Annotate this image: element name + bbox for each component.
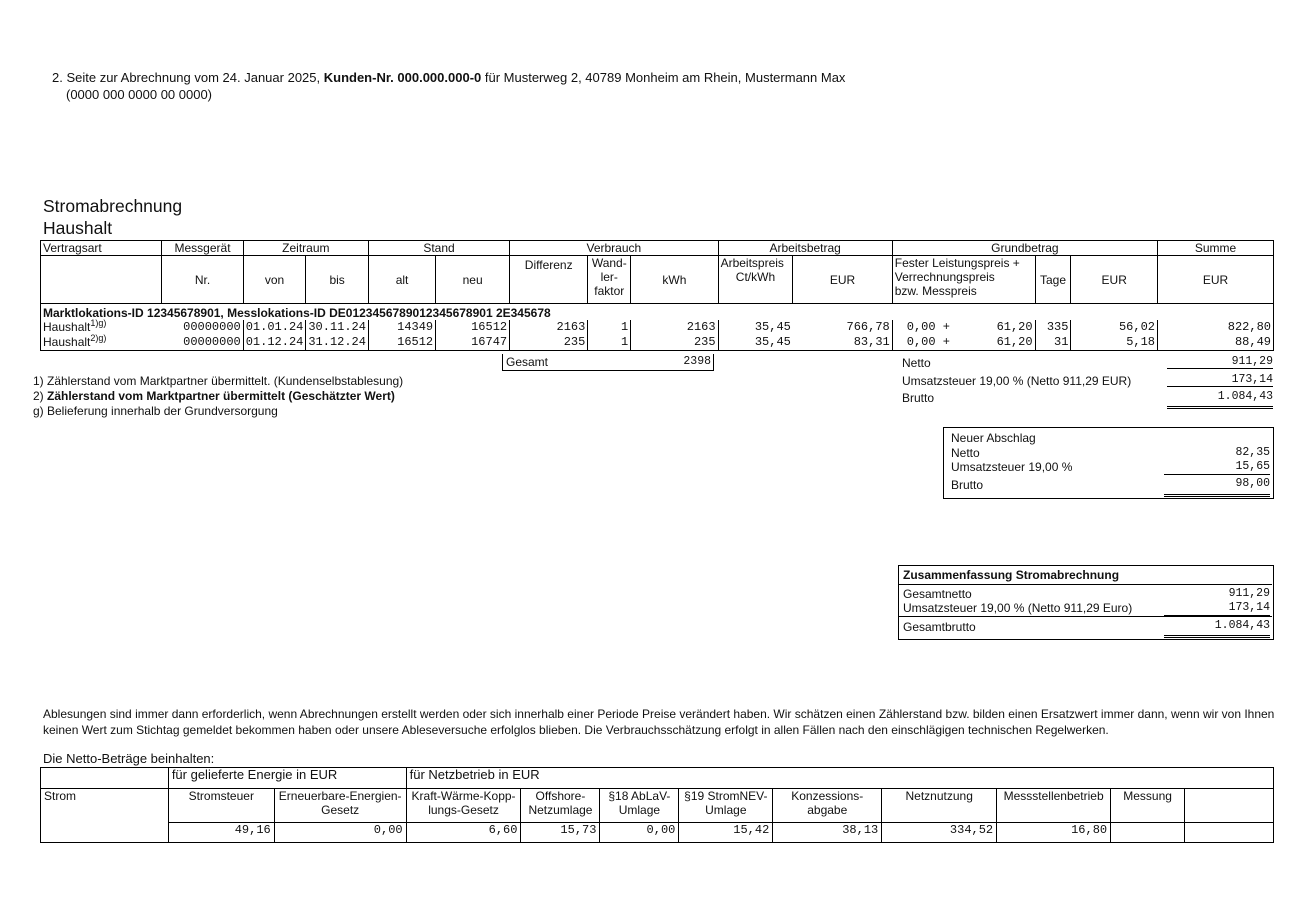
col-verbrauch: Verbrauch [510, 241, 718, 256]
val-messstellenbetrieb: 16,80 [997, 823, 1111, 843]
hd-netznutzung: Netznutzung [882, 789, 997, 823]
abschlag-brutto-label: Brutto [951, 478, 984, 492]
group-netzbetrieb: für Netzbetrieb in EUR [406, 768, 1273, 789]
hd-messung: Messung [1111, 789, 1185, 823]
sub-von: von [243, 256, 306, 304]
val-messung [1111, 823, 1185, 843]
sub-kwh: kWh [631, 256, 718, 304]
footnote-1: 1) Zählerstand vom Marktpartner übermittelt. (Kundenselbstablesung) [33, 374, 404, 388]
hd-stromnev: §19 StromNEV- Umlage [679, 789, 773, 823]
netto-table-title: Die Netto-Beträge beinhalten: [43, 751, 215, 766]
gesamt-label: Gesamt [506, 355, 549, 369]
val-konzession: 38,13 [773, 823, 882, 843]
summary-brutto-value: 1.084,43 [1164, 619, 1270, 638]
billing-table [40, 240, 1274, 351]
val-stromsteuer: 49,16 [168, 823, 274, 843]
col-grundbetrag: Grundbetrag [892, 241, 1157, 256]
col-zeitraum: Zeitraum [243, 241, 368, 256]
abschlag-box [943, 427, 1274, 499]
row-label-strom: Strom [41, 789, 169, 843]
abschlag-title: Neuer Abschlag [951, 431, 1036, 445]
page-subtitle: Haushalt [43, 218, 113, 238]
col-messgeraet: Messgerät [162, 241, 243, 256]
ust-value: 173,14 [1167, 373, 1273, 387]
summary-box [898, 565, 1274, 640]
sub-eur-arbeitsbetrag: EUR [793, 256, 892, 304]
sub-eur-grundbetrag: EUR [1071, 256, 1158, 304]
page-title: Stromabrechnung [43, 196, 183, 216]
col-arbeitsbetrag: Arbeitsbetrag [718, 241, 892, 256]
val-eeg: 0,00 [274, 823, 406, 843]
col-vertragsart: Vertragsart [41, 241, 162, 256]
sub-alt: alt [368, 256, 435, 304]
customer-number: Kunden-Nr. 000.000.000-0 [323, 70, 482, 85]
reading-info-paragraph: Ablesungen sind immer dann erforderlich, wenn Abrechnungen erstellt werden oder sich innerhalb einer Periode Preise verändert haben. Wir schätzen einen Zählerstand bzw. bilden einen Ersatzwert immer dann, wenn wir von Ihnen keinen Wert zum Stichtag gemeldet bekommen haben oder unsere Ableseversuche erfolglos blieben. Die Verbrauchsschätzung erfolgt in allen Fällen nach den einschlägigen technischen Regelwerken. [43, 707, 1275, 737]
footnote-3: g) Belieferung innerhalb der Grundversorgung [33, 404, 278, 418]
summary-title: Zusammenfassung Stromabrechnung [899, 566, 1272, 585]
ust-label: Umsatzsteuer 19,00 % (Netto 911,29 EUR) [902, 374, 1132, 388]
abschlag-netto-value: 82,35 [1235, 446, 1270, 459]
summary-netto-label: Gesamtnetto [903, 587, 972, 601]
val-kwk: 6,60 [406, 823, 521, 843]
netto-breakdown-table [40, 767, 1274, 843]
document-header [52, 69, 845, 103]
header-line-1: 2. Seite zur Abrechnung vom 24. Januar 2025, Kunden-Nr. 000.000.000-0 für Musterweg 2, 40789 Monheim am Rhein, Mustermann Max [52, 70, 846, 85]
col-stand: Stand [368, 241, 509, 256]
hd-konzession: Konzessions- abgabe [773, 789, 882, 823]
summary-ust-value: 173,14 [1164, 601, 1270, 616]
footnote-2: 2) Zählerstand vom Marktpartner übermittelt (Geschätzter Wert) [33, 389, 395, 403]
sub-differenz: Differenz [510, 256, 588, 304]
netto-label: Netto [902, 356, 931, 370]
table-row: Haushalt$^{1)g)}$ 00000000 01.01.24 30.11.24 14349 16512 2163 1 2163 35,45 766,78 0,00 + 61,20 335 56,02 822,80 [41, 320, 1274, 335]
sub-empty [41, 256, 162, 304]
sub-fester-leistungspreis: Fester Leistungspreis + Verrechnungspreis bzw. Messpreis [892, 256, 1035, 304]
brutto-value: 1.084,43 [1167, 390, 1273, 409]
abschlag-netto-label: Netto [951, 446, 980, 460]
summary-netto-value: 911,29 [1228, 587, 1270, 600]
val-stromnev: 15,42 [679, 823, 773, 843]
val-netznutzung: 334,52 [882, 823, 997, 843]
sub-bis: bis [306, 256, 369, 304]
sub-eur-summe: EUR [1158, 256, 1274, 304]
header-line-2: (0000 000 0000 00 0000) [66, 87, 213, 102]
gesamt-value: 2398 [683, 355, 711, 368]
table-row: Haushalt$^{2)g)}$ 00000000 01.12.24 31.12.24 16512 16747 235 1 235 35,45 83,31 0,00 + 61,20 31 5,18 88,49 [41, 335, 1274, 350]
summary-ust-label: Umsatzsteuer 19,00 % (Netto 911,29 Euro) [903, 601, 1133, 615]
sub-nr: Nr. [162, 256, 243, 304]
sub-tage: Tage [1035, 256, 1071, 304]
hd-eeg: Erneuerbare-Energien- Gesetz [274, 789, 406, 823]
hd-ablav: §18 AbLaV- Umlage [600, 789, 679, 823]
val-offshore: 15,73 [521, 823, 600, 843]
hd-stromsteuer: Stromsteuer [168, 789, 274, 823]
abschlag-ust-label: Umsatzsteuer 19,00 % [951, 460, 1073, 474]
netto-value: 911,29 [1167, 355, 1273, 369]
marktlokation-id: Marktlokations-ID 12345678901, Messlokations-ID DE0123456789012345678901 2E345678 [41, 304, 1274, 321]
sub-wandlerfaktor: Wand- ler- faktor [588, 256, 631, 304]
sub-neu: neu [436, 256, 510, 304]
sub-arbeitspreis: Arbeitspreis Ct/kWh [718, 256, 793, 304]
gesamt-box [502, 354, 714, 371]
abschlag-brutto-value: 98,00 [1164, 477, 1270, 497]
abschlag-ust-value: 15,65 [1164, 460, 1270, 475]
hd-kwk: Kraft-Wärme-Kopp- lungs-Gesetz [406, 789, 521, 823]
hd-messstellenbetrieb: Messstellenbetrieb [997, 789, 1111, 823]
summary-brutto-label: Gesamtbrutto [903, 620, 976, 634]
col-summe: Summe [1158, 241, 1274, 256]
table-row [41, 823, 1274, 843]
val-ablav: 0,00 [600, 823, 679, 843]
brutto-label: Brutto [902, 391, 935, 405]
hd-offshore: Offshore- Netzumlage [521, 789, 600, 823]
group-energie: für gelieferte Energie in EUR [168, 768, 406, 789]
